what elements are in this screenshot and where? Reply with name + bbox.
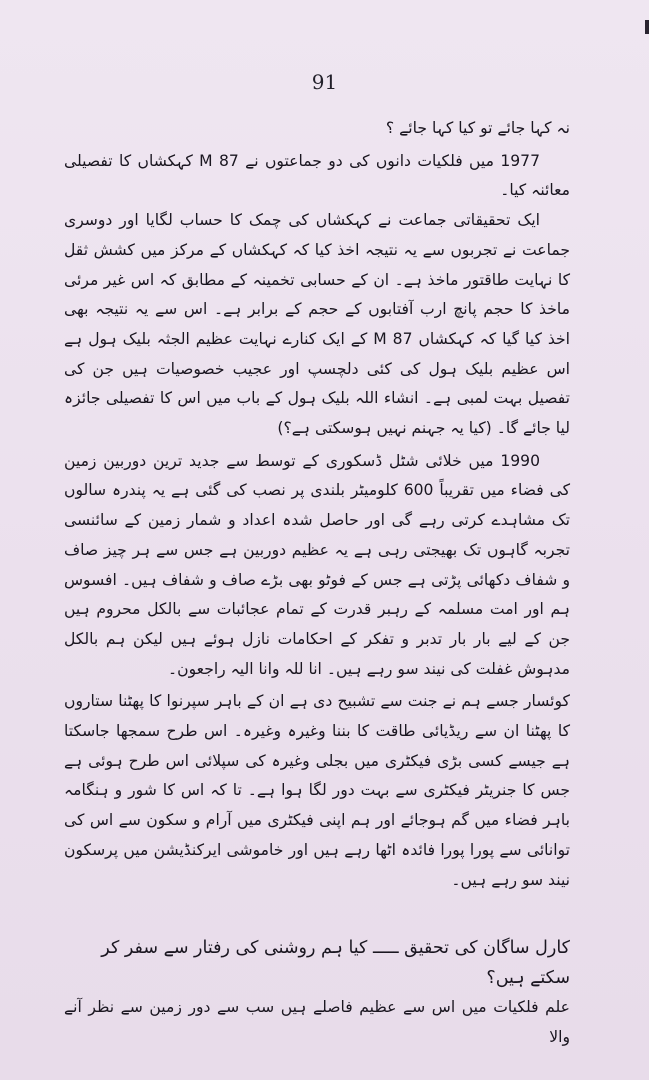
page-number: 91 — [311, 70, 338, 94]
paragraph-quasar: کوئسار جسے ہم نے جنت سے تشبیح دی ہے ان کے باہر سپرنوا کا پھٹنا ستاروں کا پھٹنا ان سے ریڈیائی طاقت کا بننا وغیرہ وغیرہ۔ اس طرح سمجھا جاسکتا ہے جیسے کسی بڑی فیکٹری میں بجلی وغیرہ کی سپلائی اس طرح ہوئی ہے جس کا جنریٹر فیکٹری سے بہت دور لگا ہوا ہے۔ تا کہ اس کا شور و ہنگامہ باہر فضاء میں گم ہوجائے اور ہم اپنی فیکٹری میں آرام و سکون سے اس کی توانائی سے پورا پورا فائدہ اٹھا رہے ہیں اور خاموشی ایرکنڈیشن میں پرسکون نیند سو رہے ہیں۔ — [64, 692, 570, 889]
paragraph-continuation: نہ کہا جائے تو کیا کہا جائے ؟ — [385, 119, 570, 137]
page-body — [64, 114, 570, 1053]
paragraph-black-hole: ایک تحقیقاتی جماعت نے کہکشاں کی چمک کا حساب لگایا اور دوسری جماعت نے تجربوں سے یہ نتیجہ اخذ کیا کہ کہکشاں کے مرکز میں کشش ثقل کا نہایت طاقتور ماخذ ہے۔ ان کے حسابی تخمینہ کے مطابق کہ اس غیر مرئی ماخذ کا حجم پانچ ارب آفتابوں کے حجم کے برابر ہے۔ اس سے یہ نتیجہ بھی اخذ کیا گیا کہ کہکشاں M 87 کے ایک کنارے نہایت عظیم الجثہ بلیک ہول ہے اس عظیم بلیک ہول کی کئی دلچسپ اور عجیب خصوصیات ہیں جن کی تفصیل بہت لمبی ہے۔ انشاء اللہ بلیک ہول کے باب میں اس کا تفصیلی جائزہ لیا جائے گا۔ (کیا یہ جہنم نہیں ہوسکتی ہے؟) — [64, 211, 570, 438]
section-heading: کارل ساگان کی تحقیق ـــــ کیا ہم روشنی کی رفتار سے سفر کر سکتے ہیں؟ — [101, 938, 570, 989]
section-first-line: علم فلکیات میں اس سے عظیم فاصلے ہیں سب سے دور زمین سے نظر آنے والا — [64, 998, 570, 1046]
page-edge-mark — [645, 20, 649, 34]
paragraph-m87-observation: 1977 میں فلکیات دانوں کی دو جماعتوں نے M 87 کہکشاں کا تفصیلی معائنہ کیا۔ — [64, 151, 570, 200]
paragraph-hubble-telescope: 1990 میں خلائی شٹل ڈسکوری کے توسط سے جدید ترین دوربین زمین کی فضاء میں تقریباً 600 کلومیٹر بلندی پر نصب کی گئی ہے یہ پندرہ سالوں تک مشاہدے کرتی رہے گی اور حاصل شدہ اعداد و شمار زمین کے سائنسی تجربہ گاہوں تک بھیجتی رہی ہے یہ عظیم دوربین ہے جس سے ہر چیز صاف و شفاف دکھائی پڑتی ہے جس کے فوٹو بھی بڑے صاف و شفاف ہیں۔ افسوس ہم اور امت مسلمہ کے رہبر قدرت کے تمام عجائبات سے بالکل محروم ہیں جن کے لیے بار بار تدبر و تفکر کے احکامات نازل ہوئے ہیں لیکن ہم بالکل مدہوش غفلت کی نیند سو رہے ہیں۔ انا للہ وانا الیہ راجعون۔ — [64, 451, 570, 678]
